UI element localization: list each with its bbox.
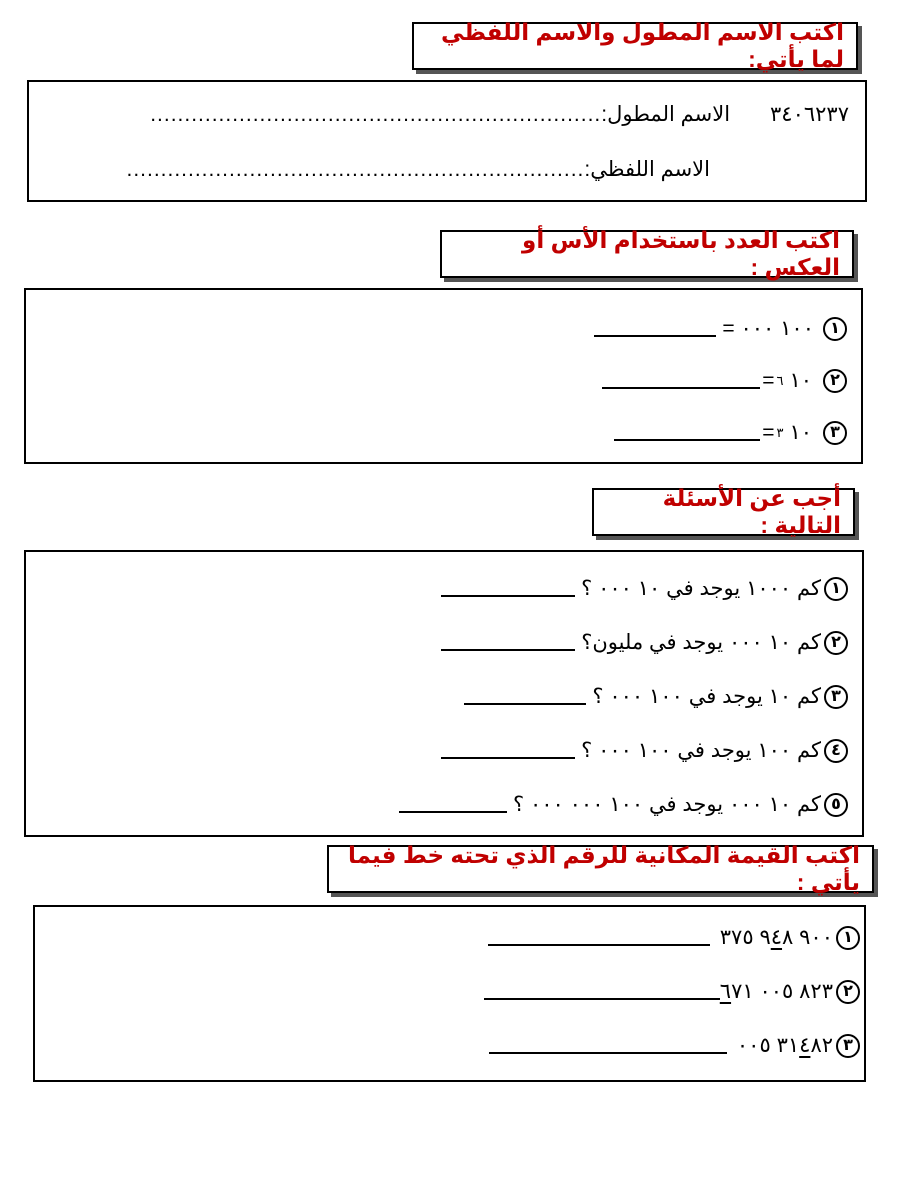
number-part: ٨٢٣ ٠٠٥ ٧١ xyxy=(731,980,833,1003)
answer-line[interactable] xyxy=(614,425,760,441)
underlined-digit: ٦ xyxy=(719,980,732,1003)
question-text: كم ١٠٠ يوجد في ١٠٠ ٠٠٠ ؟ xyxy=(581,739,821,762)
expanded-answer-line[interactable]: .................................................................. xyxy=(150,102,602,126)
expanded-row xyxy=(150,102,849,127)
section4-box xyxy=(33,905,866,1082)
number-badge: ٢ xyxy=(823,369,847,393)
section3-title: أجب عن الأسئلة التالية : xyxy=(592,488,855,536)
number-badge: ٥ xyxy=(824,793,848,817)
answer-line[interactable] xyxy=(441,581,575,597)
answer-line[interactable] xyxy=(489,1038,727,1054)
section1-box xyxy=(27,80,867,202)
exp-equals: = xyxy=(762,420,775,444)
number-part: ٩ ٣٧٥ xyxy=(719,926,771,949)
word-answer-line[interactable]: ................................................................... xyxy=(126,157,585,181)
answer-line[interactable] xyxy=(441,635,575,651)
question-3 xyxy=(464,684,848,709)
exp-base: ١٠ xyxy=(789,421,812,444)
question-text: كم ١٠ يوجد في ١٠٠ ٠٠٠ ؟ xyxy=(592,685,821,708)
number-badge: ٤ xyxy=(824,739,848,763)
number-part: ٣١ ٠٠٥ xyxy=(736,1034,800,1057)
question-5 xyxy=(399,792,848,817)
answer-line[interactable] xyxy=(594,321,716,337)
exp-item-3 xyxy=(614,420,847,445)
number-part: ٩٠٠ ٨ xyxy=(782,926,833,949)
answer-line[interactable] xyxy=(488,930,710,946)
question-2 xyxy=(441,630,848,655)
answer-line[interactable] xyxy=(484,984,720,1000)
word-row xyxy=(126,157,710,182)
expanded-label: الاسم المطول: xyxy=(601,103,731,126)
exp-base: ١٠ xyxy=(789,369,812,392)
question-text: كم ١٠ ٠٠٠ يوجد في مليون؟ xyxy=(581,631,821,654)
exp-item-1 xyxy=(594,316,847,341)
number-badge: ٢ xyxy=(824,631,848,655)
exp-item-2 xyxy=(602,368,847,393)
exp-power: ٦ xyxy=(776,372,784,388)
section3-box xyxy=(24,550,864,837)
answer-line[interactable] xyxy=(602,373,760,389)
question-text: كم ١٠٠٠ يوجد في ١٠ ٠٠٠ ؟ xyxy=(581,577,821,600)
number-badge: ٢ xyxy=(836,980,860,1004)
section1-title: اكتب الاسم المطول والاسم اللفظي لما يأتي: xyxy=(412,22,858,70)
section2-box xyxy=(24,288,863,464)
exp-equals: = xyxy=(762,368,775,392)
number-badge: ١ xyxy=(824,577,848,601)
exp-item-text: ١٠٠ ٠٠٠ = xyxy=(722,317,814,340)
underlined-digit: ٤ xyxy=(770,926,783,949)
word-label: الاسم اللفظي: xyxy=(584,158,710,181)
answer-line[interactable] xyxy=(399,797,507,813)
section2-title: اكتب العدد باستخدام الأس أو العكس : xyxy=(440,230,854,278)
number-badge: ٣ xyxy=(823,421,847,445)
question-1 xyxy=(441,576,848,601)
number-badge: ١ xyxy=(836,926,860,950)
place-value-item-3 xyxy=(489,1033,860,1058)
place-value-item-1 xyxy=(488,925,860,950)
number-badge: ٣ xyxy=(824,685,848,709)
section4-title: اكتب القيمة المكانية للرقم الذي تحته خط فيما يأتي : xyxy=(327,845,874,893)
answer-line[interactable] xyxy=(441,743,575,759)
given-number: ٣٤٠٦٢٣٧ xyxy=(770,103,849,126)
number-part: ٨٢ xyxy=(810,1034,833,1057)
exp-power: ٣ xyxy=(776,424,784,440)
question-text: كم ١٠ ٠٠٠ يوجد في ١٠٠ ٠٠٠ ٠٠٠ ؟ xyxy=(512,793,821,816)
question-4 xyxy=(441,738,848,763)
number-badge: ١ xyxy=(823,317,847,341)
place-value-item-2 xyxy=(484,979,860,1004)
number-badge: ٣ xyxy=(836,1034,860,1058)
underlined-digit: ٤ xyxy=(799,1034,811,1057)
answer-line[interactable] xyxy=(464,689,586,705)
